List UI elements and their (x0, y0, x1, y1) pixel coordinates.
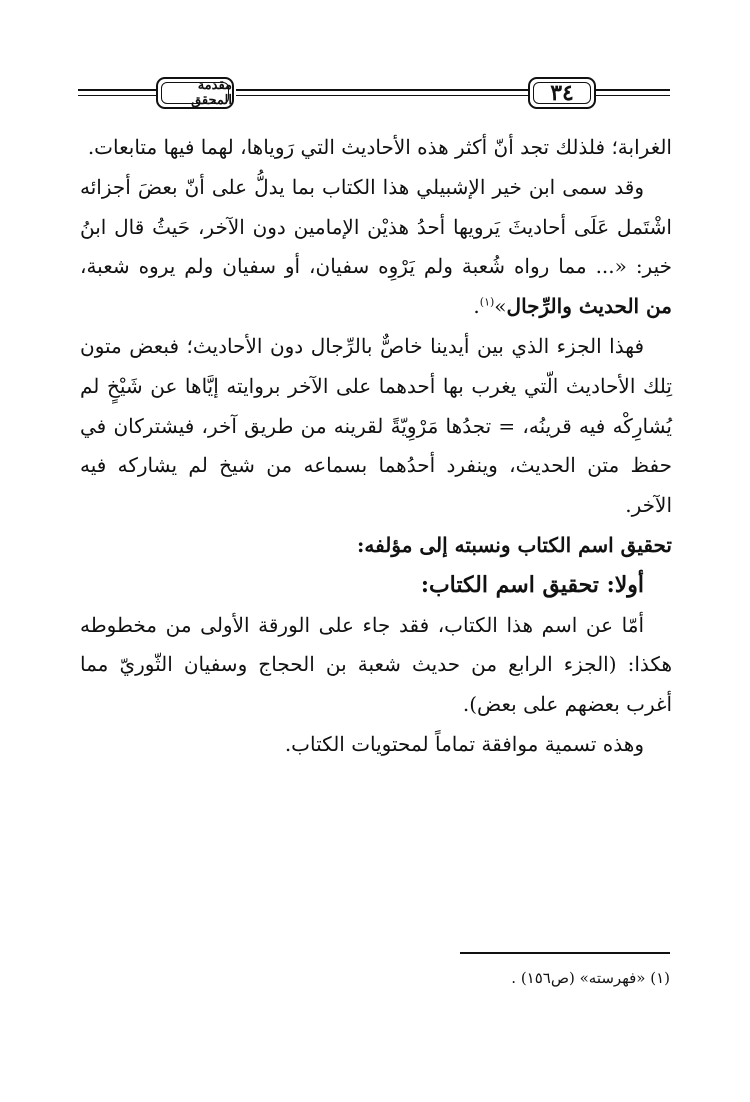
header-rule (78, 89, 158, 91)
main-text (80, 128, 672, 765)
sub-heading: أولا: تحقيق اسم الكتاب: (420, 571, 644, 598)
footnote-divider (460, 952, 670, 954)
footnote: (١) «فهرسته» (ص١٥٦) . (511, 969, 670, 987)
paragraph: وهذه تسمية موافقة تماماً لمحتويات الكتاب. (284, 731, 644, 756)
section-heading: تحقيق اسم الكتاب ونسبته إلى مؤلفه: (357, 532, 672, 557)
footnote-ref: (١) (479, 295, 495, 309)
emphasis-text: من الحديث والرِّجال (506, 294, 672, 319)
paragraph: أمّا عن اسم هذا الكتاب، فقد جاء على الورقة الأولى من مخطوطه هكذا: (الجزء الرابع من حديث شعبة بن الحجاج وسفيان الثّوريّ مما أغرب بعضهم على بعض). (80, 612, 672, 717)
paragraph (80, 168, 672, 327)
paragraph: فهذا الجزء الذي بين أيدينا خاصٌّ بالرِّجال دون الأحاديث؛ فبعض متون تِلك الأحاديث الّتي يغرب بها أحدهما على الآخر بروايته إيَّاها عن شَيْخٍ لم يُشارِكْه فيه قرينُه، = تجدُها مَرْوِيّةً لقرينه من طريق آخر، فيشتركان في حفظ متن الحديث، وينفرد أحدُهما بسماعه من شيخ لم يشاركه فيه الآخر. (80, 333, 672, 518)
paragraph-end: . (473, 294, 480, 319)
page-header (78, 74, 670, 114)
quote-close: » (494, 294, 507, 319)
section-title: مقدمة المحقق (156, 77, 234, 109)
paragraph-text: وقد سمى ابن خير الإشبيلي هذا الكتاب بما يدلُّ على أنّ بعضَ أجزائه اشْتَمل عَلَى أحاديثَ يَرويها أحدُ هذيْن الإمامين دون الآخر، حَيثُ قال ابنُ خير: «... مما رواه شُعبة ولم يَرْوِه سفيان، أو سفيان ولم يروه شعبة، (80, 174, 672, 279)
page-number: ٣٤ (528, 77, 596, 109)
header-rule (78, 95, 158, 96)
header-rule (598, 89, 670, 91)
header-rule (598, 95, 670, 96)
paragraph: الغرابة؛ فلذلك تجد أنّ أكثر هذه الأحاديث التي رَوياها، لهما فيها متابعات. (87, 135, 672, 159)
